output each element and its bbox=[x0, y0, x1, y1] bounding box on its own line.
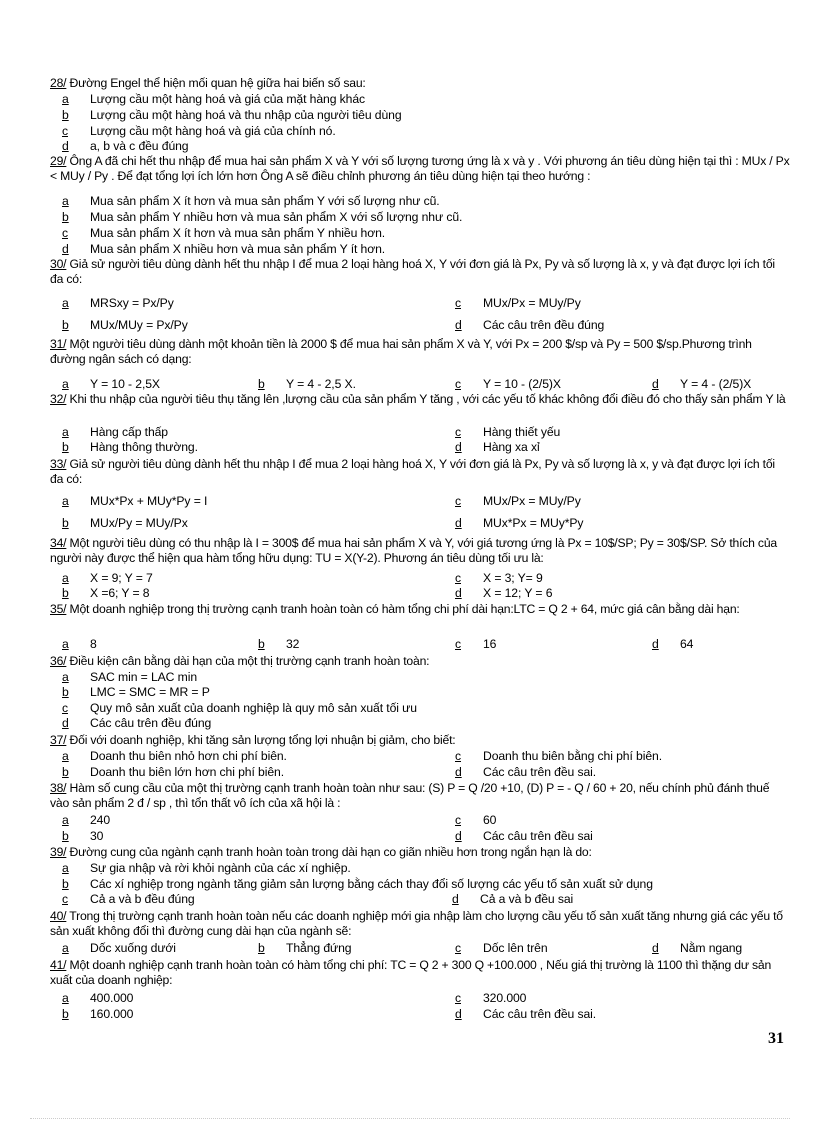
option-37b: b Doanh thu biên lớn hơn chi phí biên. bbox=[62, 765, 284, 779]
option-28a: a Lượng cầu một hàng hoá và giá của mặt hàng khác bbox=[62, 92, 366, 106]
option-28d: d a, b và c đều đúng bbox=[62, 139, 189, 153]
question-40: 40/ Trong thị trường cạnh tranh hoàn toàn nếu các doanh nghiệp mới gia nhập làm cho lượng cầu yếu tố sản xuất tăng nhưng giá các yếu tố sản xuất không đổi thì đường cung dài hạn của ngành sẽ: bbox=[50, 909, 783, 938]
option-38d: d Các câu trên đều sai bbox=[455, 829, 593, 843]
option-34c: c X = 3; Y= 9 bbox=[455, 571, 543, 585]
option-41c: c 320.000 bbox=[455, 991, 527, 1005]
option-28c: c Lượng cầu một hàng hoá và giá của chính nó. bbox=[62, 124, 336, 138]
option-34a: a X = 9; Y = 7 bbox=[62, 571, 153, 585]
option-29a: a Mua sản phẩm X ít hơn và mua sản phẩm Y với số lượng như cũ. bbox=[62, 194, 440, 208]
option-39a: a Sự gia nhập và rời khỏi ngành của các xí nghiệp. bbox=[62, 861, 351, 875]
question-34: 34/ Một người tiêu dùng có thu nhập là I = 300$ để mua hai sản phẩm X và Y, với giá tương ứng là Px = 10$/SP; Py = 30$/SP. Sở thích của người này được thể hiện qua hàm tổng hữu dụng: TU = X(Y-2). Phương án tiêu dùng tối ưu là: bbox=[50, 536, 777, 565]
question-37: 37/ Đối với doanh nghiệp, khi tăng sản lượng tổng lợi nhuận bị giảm, cho biết: bbox=[50, 733, 456, 747]
option-41b: b 160.000 bbox=[62, 1007, 134, 1021]
option-33a: a MUx*Px + MUy*Py = I bbox=[62, 494, 208, 508]
option-34b: b X =6; Y = 8 bbox=[62, 586, 150, 600]
option-37c: c Doanh thu biên bằng chi phí biên. bbox=[455, 749, 662, 763]
option-29d: d Mua sản phẩm X nhiều hơn và mua sản phẩm Y ít hơn. bbox=[62, 242, 386, 256]
question-41: 41/ Một doanh nghiệp cạnh tranh hoàn toàn có hàm tổng chi phí: TC = Q 2 + 300 Q +100.000 , Nếu giá thị trường là 1100 thì thặng dư sản xuất của doanh nghiệp: bbox=[50, 958, 772, 987]
option-30a: a MRSxy = Px/Py bbox=[62, 296, 174, 310]
option-34d: d X = 12; Y = 6 bbox=[455, 586, 553, 600]
option-37a: a Doanh thu biên nhỏ hơn chi phí biên. bbox=[62, 749, 287, 763]
question-33: 33/ Giả sử người tiêu dùng dành hết thu nhập I để mua 2 loại hàng hoá X, Y với đơn giá là Px, Py và số lượng là x, y và đạt được lợi ích tối đa có: bbox=[50, 457, 775, 486]
option-31d: d Y = 4 - (2/5)X bbox=[652, 377, 752, 391]
option-39c: c Cả a và b đều đúng bbox=[62, 892, 195, 906]
option-40d: d Nằm ngang bbox=[652, 941, 743, 955]
option-36c: c Quy mô sản xuất của doanh nghiệp là quy mô sản xuất tối ưu bbox=[62, 701, 417, 715]
option-28b: b Lượng cầu một hàng hoá và thu nhập của người tiêu dùng bbox=[62, 108, 402, 122]
option-35d: d 64 bbox=[652, 637, 694, 651]
page-number: 31 bbox=[768, 1030, 784, 1047]
option-41d: d Các câu trên đều sai. bbox=[455, 1007, 597, 1021]
option-39d: d Cả a và b đều sai bbox=[452, 892, 574, 906]
option-36b: b LMC = SMC = MR = P bbox=[62, 685, 210, 699]
option-29b: b Mua sản phẩm Y nhiều hơn và mua sản phẩm X với số lượng như cũ. bbox=[62, 210, 463, 224]
option-36a: a SAC min = LAC min bbox=[62, 670, 198, 684]
question-39: 39/ Đường cung của ngành cạnh tranh hoàn toàn trong dài hạn co giãn nhiều hơn trong ngắn hạn là do: bbox=[50, 845, 592, 859]
option-30d: d Các câu trên đều đúng bbox=[455, 318, 605, 332]
option-29c: c Mua sản phẩm X ít hơn và mua sản phẩm Y nhiều hơn. bbox=[62, 226, 386, 240]
option-31a: a Y = 10 - 2,5X bbox=[62, 377, 160, 391]
option-40b: b Thẳng đứng bbox=[258, 941, 352, 955]
option-41a: a 400.000 bbox=[62, 991, 134, 1005]
option-32b: b Hàng thông thường. bbox=[62, 440, 198, 454]
option-33d: d MUx*Px = MUy*Py bbox=[455, 516, 584, 530]
question-38: 38/ Hàm số cung cầu của một thị trường cạnh tranh hoàn toàn như sau: (S) P = Q /20 +10, (D) P = - Q / 60 + 20, nếu chính phủ đánh thuế vào sản phẩm 2 đ / sp , thì tổn thất vô ích của xã hội là : bbox=[50, 781, 770, 810]
option-36d: d Các câu trên đều đúng bbox=[62, 716, 212, 730]
question-31: 31/ Một người tiêu dùng dành một khoản tiền là 2000 $ để mua hai sản phẩm X và Y, với Px = 200 $/sp và Py = 500 $/sp.Phương trình đường ngân sách có dạng: bbox=[50, 337, 752, 366]
option-40a: a Dốc xuống dưới bbox=[62, 941, 176, 955]
option-38a: a 240 bbox=[62, 813, 111, 827]
option-31b: b Y = 4 - 2,5 X. bbox=[258, 377, 356, 391]
option-32c: c Hàng thiết yếu bbox=[455, 425, 561, 439]
option-37d: d Các câu trên đều sai. bbox=[455, 765, 597, 779]
option-40c: c Dốc lên trên bbox=[455, 941, 548, 955]
question-36: 36/ Điều kiện cân bằng dài hạn của một thị trường cạnh tranh hoàn toàn: bbox=[50, 654, 430, 668]
option-35a: a 8 bbox=[62, 637, 97, 651]
question-35: 35/ Một doanh nghiệp trong thị trường cạnh tranh hoàn toàn có hàm tổng chi phí dài hạn:LTC = Q 2 + 64, mức giá cân bằng dài hạn: bbox=[50, 602, 740, 616]
option-38c: c 60 bbox=[455, 813, 497, 827]
option-31c: c Y = 10 - (2/5)X bbox=[455, 377, 561, 391]
option-32a: a Hàng cấp thấp bbox=[62, 425, 168, 439]
question-30: 30/ Giả sử người tiêu dùng dành hết thu nhập I để mua 2 loại hàng hoá X, Y với đơn giá là Px, Py và số lượng là x, y và đạt được lợi ích tối đa có: bbox=[50, 257, 775, 286]
footer-divider bbox=[30, 1118, 790, 1119]
option-39b: b Các xí nghiệp trong ngành tăng giảm sản lượng bằng cách thay đổi số lượng các yếu tố sản xuất sử dụng bbox=[62, 877, 653, 891]
question-32: 32/ Khi thu nhập của người tiêu thụ tăng lên ,lượng cầu của sản phẩm Y tăng , với các yếu tố khác không đổi điều đó cho thấy sản phẩm Y là bbox=[50, 392, 786, 406]
option-35c: c 16 bbox=[455, 637, 497, 651]
option-33c: c MUx/Px = MUy/Py bbox=[455, 494, 581, 508]
option-30c: c MUx/Px = MUy/Py bbox=[455, 296, 581, 310]
question-28: 28/ Đường Engel thể hiện mối quan hệ giữa hai biến số sau: bbox=[50, 76, 366, 90]
option-35b: b 32 bbox=[258, 637, 300, 651]
option-33b: b MUx/Py = MUy/Px bbox=[62, 516, 188, 530]
question-29: 29/ Ông A đã chi hết thu nhập để mua hai sản phẩm X và Y với số lượng tương ứng là x và y . Với phương án tiêu dùng hiện tại thì : MUx / Px < MUy / Py . Để đạt tổng lợi ích lớn hơn Ông A sẽ điều chỉnh phương án tiêu dùng hiện tại theo hướng : bbox=[50, 154, 790, 183]
option-30b: b MUx/MUy = Px/Py bbox=[62, 318, 188, 332]
option-32d: d Hàng xa xỉ bbox=[455, 440, 540, 454]
option-38b: b 30 bbox=[62, 829, 104, 843]
